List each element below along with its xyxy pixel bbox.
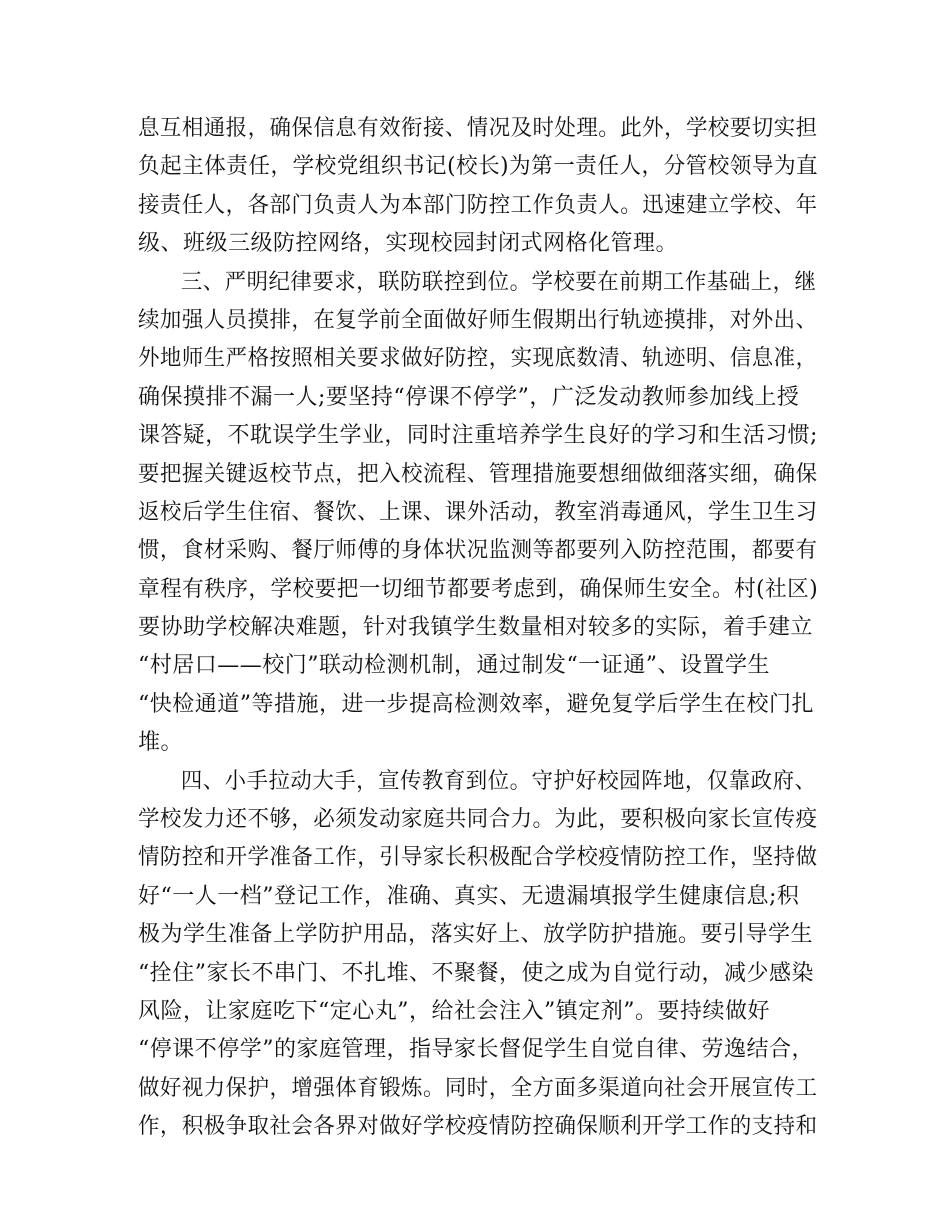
text-line: “村居口——校门”联动检测机制，通过制发“一证通”、设置学生 [138, 653, 770, 679]
paragraph-heading-line: 四、小手拉动大手，宣传教育到位。守护好校园阵地，仅靠政府、 [180, 768, 817, 794]
text-line: 接责任人，各部门负责人为本部门防控工作负责人。迅速建立学校、年 [138, 192, 818, 218]
text-line: 负起主体责任，学校党组织书记(校长)为第一责任人，分管校领导为直 [138, 154, 819, 180]
text-line: 要把握关键返校节点，把入校流程、管理措施要想细做细落实细，确保 [138, 461, 818, 487]
paragraph-heading-line: 三、严明纪律要求，联防联控到位。学校要在前期工作基础上，继 [180, 269, 817, 295]
text-line: 息互相通报，确保信息有效衔接、情况及时处理。此外，学校要切实担 [138, 116, 818, 141]
text-line: 好“一人一档”登记工作，准确、真实、无遗漏填报学生健康信息;积 [138, 883, 800, 909]
text-line: 做好视力保护，增强体育锻炼。同时，全方面多渠道向社会开展宣传工 [138, 1075, 818, 1101]
text-line: 外地师生严格按照相关要求做好防控，实现底数清、轨迹明、信息准， [138, 346, 818, 372]
text-line: “快检通道”等措施，进一步提高检测效率，避免复学后学生在校门扎 [138, 691, 814, 717]
text-line: 确保摸排不漏一人;要坚持“停课不停学”，广泛发动教师参加线上授 [138, 384, 800, 410]
text-line: 惯，食材采购、餐厅师傅的身体状况监测等都要列入防控范围，都要有 [138, 538, 818, 564]
text-line: 堆。 [138, 730, 184, 756]
text-line: 续加强人员摸排，在复学前全面做好师生假期出行轨迹摸排，对外出、 [138, 307, 818, 333]
text-line: 情防控和开学准备工作，引导家长积极配合学校疫情防控工作，坚持做 [138, 845, 818, 871]
text-line: “拴住”家长不串门、不扎堆、不聚餐，使之成为自觉行动，减少感染 [138, 960, 814, 986]
text-line: “停课不停学”的家庭管理，指导家长督促学生自觉自律、劳逸结合， [138, 1037, 814, 1063]
text-line: 级、班级三级防控网络，实现校园封闭式网格化管理。 [138, 231, 679, 257]
text-line: 风险，让家庭吃下“定心丸”，给社会注入”镇定剂”。要持续做好 [138, 998, 770, 1024]
text-line: 学校发力还不够，必须发动家庭共同合力。为此，要积极向家长宣传疫 [138, 807, 818, 833]
text-line: 章程有秩序，学校要把一切细节都要考虑到，确保师生安全。村(社区) [138, 576, 819, 602]
text-line: 极为学生准备上学防护用品，落实好上、放学防护措施。要引导学生 [138, 922, 814, 948]
document-body [138, 110, 818, 1147]
text-line: 作，积极争取社会各界对做好学校疫情防控确保顺利开学工作的支持和 [138, 1114, 818, 1140]
text-line: 返校后学生住宿、餐饮、上课、课外活动，教室消毒通风，学生卫生习 [138, 499, 818, 525]
text-line: 要协助学校解决难题，针对我镇学生数量相对较多的实际，着手建立 [138, 615, 814, 641]
text-line: 课答疑，不耽误学生学业，同时注重培养学生良好的学习和生活习惯; [138, 423, 818, 449]
